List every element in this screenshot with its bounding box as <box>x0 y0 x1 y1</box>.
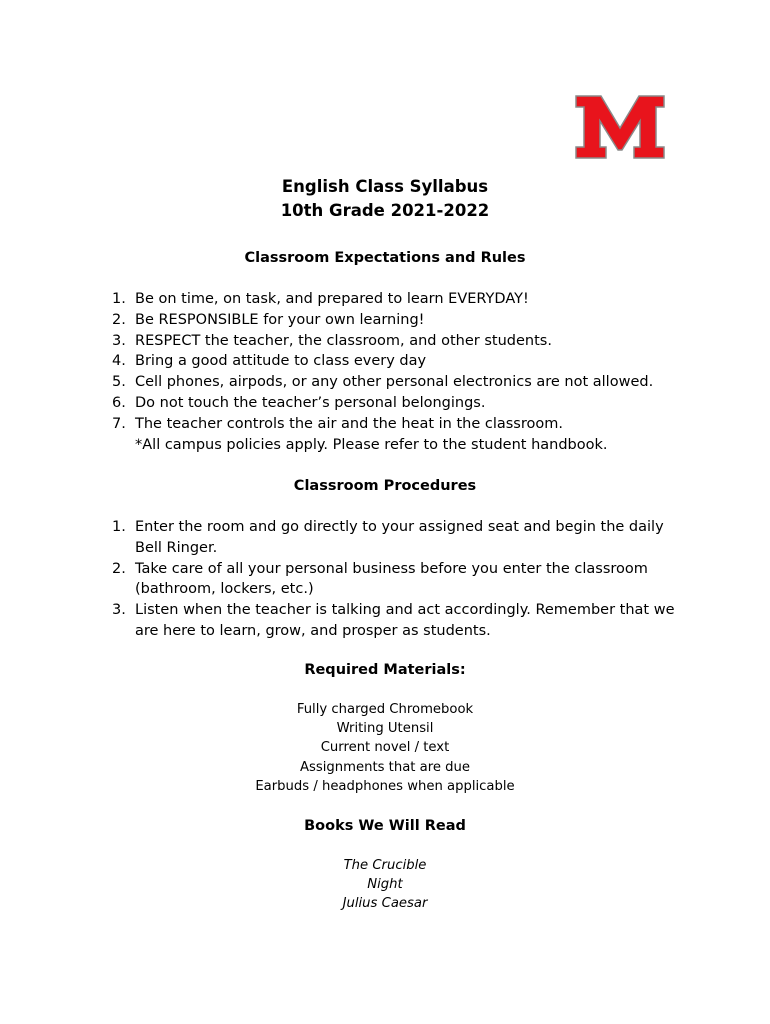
list-item <box>108 372 688 393</box>
title-line-1: English Class Syllabus <box>281 177 489 196</box>
material-item: Earbuds / headphones when applicable <box>255 778 515 794</box>
campus-policy-note: *All campus policies apply. Please refer to the student handbook. <box>135 436 608 453</box>
rules-list <box>108 289 688 455</box>
list-item-text: Be RESPONSIBLE for your own learning! <box>135 311 425 328</box>
list-item <box>108 351 688 372</box>
list-item-text: RESPECT the teacher, the classroom, and other students. <box>135 332 552 349</box>
list-item-number: 4. <box>112 353 126 370</box>
list-item-text: Do not touch the teacher’s personal belongings. <box>135 394 486 411</box>
school-logo-m <box>574 94 666 160</box>
list-item-number: 7. <box>112 415 126 432</box>
list-item <box>108 559 688 601</box>
list-item-number: 3. <box>112 332 126 349</box>
list-item-number: 3. <box>112 602 126 619</box>
list-item-number: 2. <box>112 560 126 577</box>
list-item <box>108 414 688 435</box>
book-title: The Crucible <box>343 858 427 873</box>
rules-heading: Classroom Expectations and Rules <box>244 250 526 266</box>
books-heading: Books We Will Read <box>304 818 466 834</box>
list-item-text: Bring a good attitude to class every day <box>135 353 427 370</box>
list-item-text: Take care of all your personal business before you enter the classroom (bathroom, lockers, etc.) <box>135 560 648 598</box>
list-item-text: Be on time, on task, and prepared to learn EVERYDAY! <box>135 291 529 307</box>
procedures-heading: Classroom Procedures <box>293 478 477 494</box>
material-item: Current novel / text <box>320 740 450 756</box>
logo-m-shape <box>576 96 664 158</box>
syllabus-title <box>0 175 770 223</box>
material-item: Fully charged Chromebook <box>296 702 474 717</box>
list-item-text: Cell phones, airpods, or any other personal electronics are not allowed. <box>135 374 654 391</box>
list-item <box>108 600 688 642</box>
materials-heading: Required Materials: <box>304 662 466 678</box>
list-item-number: 1. <box>112 291 126 307</box>
list-item-number: 6. <box>112 394 126 411</box>
procedures-list <box>108 517 688 642</box>
materials-list <box>0 700 770 796</box>
list-item <box>108 393 688 414</box>
list-item <box>108 517 688 559</box>
list-item-text: Enter the room and go directly to your assigned seat and begin the daily Bell Ringer. <box>135 519 664 556</box>
title-line-2: 10th Grade 2021-2022 <box>280 201 490 220</box>
list-item-number: 5. <box>112 374 126 391</box>
list-item <box>108 310 688 331</box>
list-item-text: Listen when the teacher is talking and act accordingly. Remember that we are here to learn, grow, and prosper as students. <box>135 602 675 639</box>
books-list <box>0 856 770 914</box>
list-item-text: The teacher controls the air and the heat in the classroom. <box>135 415 563 432</box>
list-item <box>108 331 688 352</box>
material-item: Assignments that are due <box>299 759 471 775</box>
book-title: Julius Caesar <box>342 896 428 912</box>
list-item-number: 2. <box>112 311 126 328</box>
list-item-number: 1. <box>112 519 126 535</box>
book-title: Night <box>367 877 403 893</box>
material-item: Writing Utensil <box>336 721 434 737</box>
list-item <box>108 289 688 310</box>
